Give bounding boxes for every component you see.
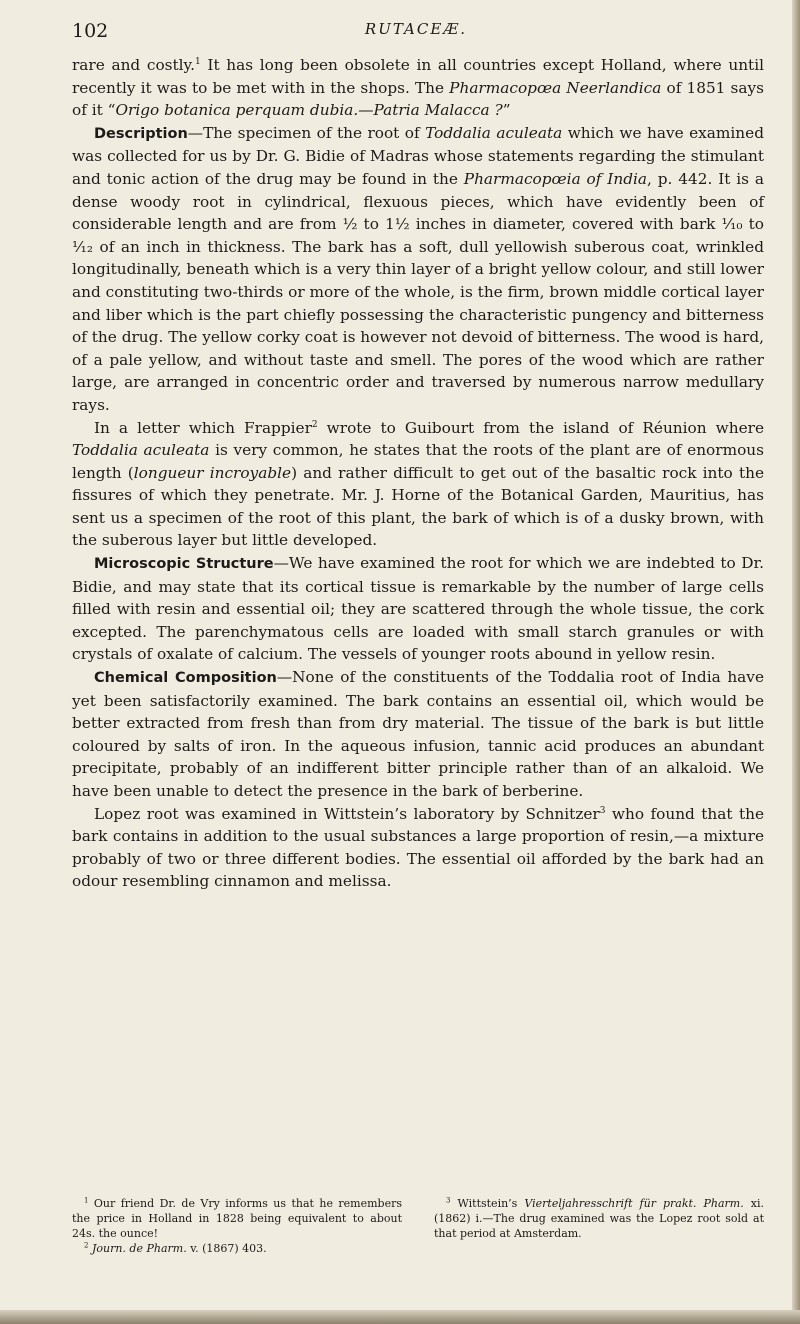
text: wrote to Guibourt from the island of Réunion where	[317, 418, 764, 437]
footnote-column-right	[434, 1196, 764, 1256]
footnote-text: v. (1867) 403.	[186, 1242, 267, 1255]
text: rare and costly.	[72, 56, 196, 74]
footnote-italic: Journ. de Pharm.	[91, 1242, 187, 1255]
page-header	[72, 20, 760, 48]
text: In a letter which Frappier	[94, 418, 312, 437]
footnote-text: xi. (1862) i.—The drug examined was the Lopez root sold at that period at Amsterdam.	[434, 1197, 765, 1240]
section-heading-chemical: Chemical Composition	[94, 670, 277, 687]
section-heading-microscopic: Microscopic Structure	[94, 556, 274, 573]
footnote-italic: Vierteljahresschrift für prakt. Pharm.	[524, 1197, 744, 1210]
footnote-ref: 1	[195, 56, 201, 67]
footnote-3	[434, 1196, 764, 1241]
page-edge-shadow	[792, 0, 800, 1324]
text: ”	[502, 101, 511, 120]
paragraph-chemical	[72, 666, 764, 803]
italic-text: Toddalia aculeata	[425, 123, 563, 142]
italic-text: Pharmacopœia of India	[463, 169, 648, 188]
section-heading-description: Description	[94, 125, 188, 142]
italic-text: Origo botanica perquam dubia.—Patria Malacca ?	[115, 101, 503, 120]
text: Lopez root was examined in Wittstein’s laboratory by Schnitzer	[94, 804, 600, 823]
text: It has long been obsolete in all countries except Holland, where until recently it was to be met with in the shops. The	[72, 56, 764, 97]
footnotes	[72, 1196, 764, 1256]
text: ) and rather difficult to get out of the basaltic rock into the fissures of which they penetrate. Mr. J. Horne of the Botanical Garden, Mauritius, has sent us a specimen of the root of this plant, the bark of which is of a dusky brown, with the suberous layer but little developed.	[72, 463, 764, 550]
footnote-column-left	[72, 1196, 402, 1256]
page-bottom-edge	[0, 1310, 800, 1324]
body-text	[72, 54, 764, 893]
footnote-1	[72, 1196, 402, 1241]
footnote-text: Wittstein’s	[450, 1197, 525, 1210]
footnote-ref: 3	[599, 805, 606, 816]
text: is very common, he states that the roots of the plant are of enormous length (	[72, 441, 764, 482]
paragraph-lopez	[72, 803, 764, 893]
text: —We have examined the root for which we are indebted to Dr. Bidie, and may state that its cortical tissue is remarkable by the number of large cells filled with resin and essential oil; they are scattered through the whole tissue, the cork excepted. The parenchymatous cells are loaded with small starch granules or with crystals of oxalate of calcium. The vessels of younger roots abound in yellow resin.	[72, 554, 764, 664]
italic-text: Pharmacopœa Neerlandica	[449, 78, 662, 97]
paragraph-microscopic	[72, 552, 764, 666]
paragraph-intro	[72, 54, 764, 122]
footnote-mark: 1	[84, 1196, 89, 1205]
text: —The specimen of the root of	[187, 123, 426, 142]
text: , p. 442. It is a dense woody root in cylindrical, flexuous pieces, which have evidently been of considerable length and are from ½ to 1½ inches in diameter, covered with bark ¹⁄₁₀ to ¹⁄₁₂ of an inch in thickness. The bark has a soft, dull yellowish suberous coat, wrinkled longitudinally, beneath which is a very thin layer of a bright yellow colour, and still lower and constituting two-thirds or more of the whole, is the firm, brown middle cortical layer and liber which is the part chiefly possessing the characteristic pungency and bitterness of the drug. The yellow corky coat is however not devoid of bitterness. The wood is hard, of a pale yellow, and without taste and smell. The pores of the wood which are rather large, are arranged in concentric order and traversed by numerous narrow medullary rays.	[72, 169, 765, 414]
footnote-2	[72, 1241, 402, 1256]
text: who found that the bark contains in addition to the usual substances a large proportion of resin,—a mixture probably of two or three different bodies. The essential oil afforded by the bark had an odour resembling cinnamon and melissa.	[72, 804, 764, 891]
footnote-mark: 2	[84, 1241, 89, 1250]
running-head: RUTACEÆ.	[364, 20, 468, 38]
text: of 1851 says of it “	[72, 78, 764, 120]
text: which we have examined was collected for us by Dr. G. Bidie of Madras whose statements regarding the stimulant and tonic action of the drug may be found in the	[72, 123, 764, 188]
footnote-text: Our friend Dr. de Vry informs us that he remembers the price in Holland in 1828 being equivalent to about 24s. the ounce!	[72, 1197, 402, 1240]
italic-text: Toddalia aculeata	[72, 441, 210, 460]
footnote-ref: 2	[311, 419, 318, 430]
italic-text: longueur incroyable	[133, 463, 292, 482]
paragraph-description	[72, 122, 764, 417]
paragraph-frappier	[72, 417, 764, 553]
text: —None of the constituents of the Toddalia root of India have yet been satisfactorily examined. The bark contains an essential oil, which would be better extracted from fresh than from dry material. The tissue of the bark is but little coloured by salts of iron. In the aqueous infusion, tannic acid produces an abundant precipitate, probably of an indifferent bitter principle rather than of an alkaloid. We have been unable to detect the presence in the bark of berberine.	[72, 668, 764, 800]
page-number: 102	[72, 20, 109, 42]
footnote-mark: 3	[446, 1196, 451, 1205]
